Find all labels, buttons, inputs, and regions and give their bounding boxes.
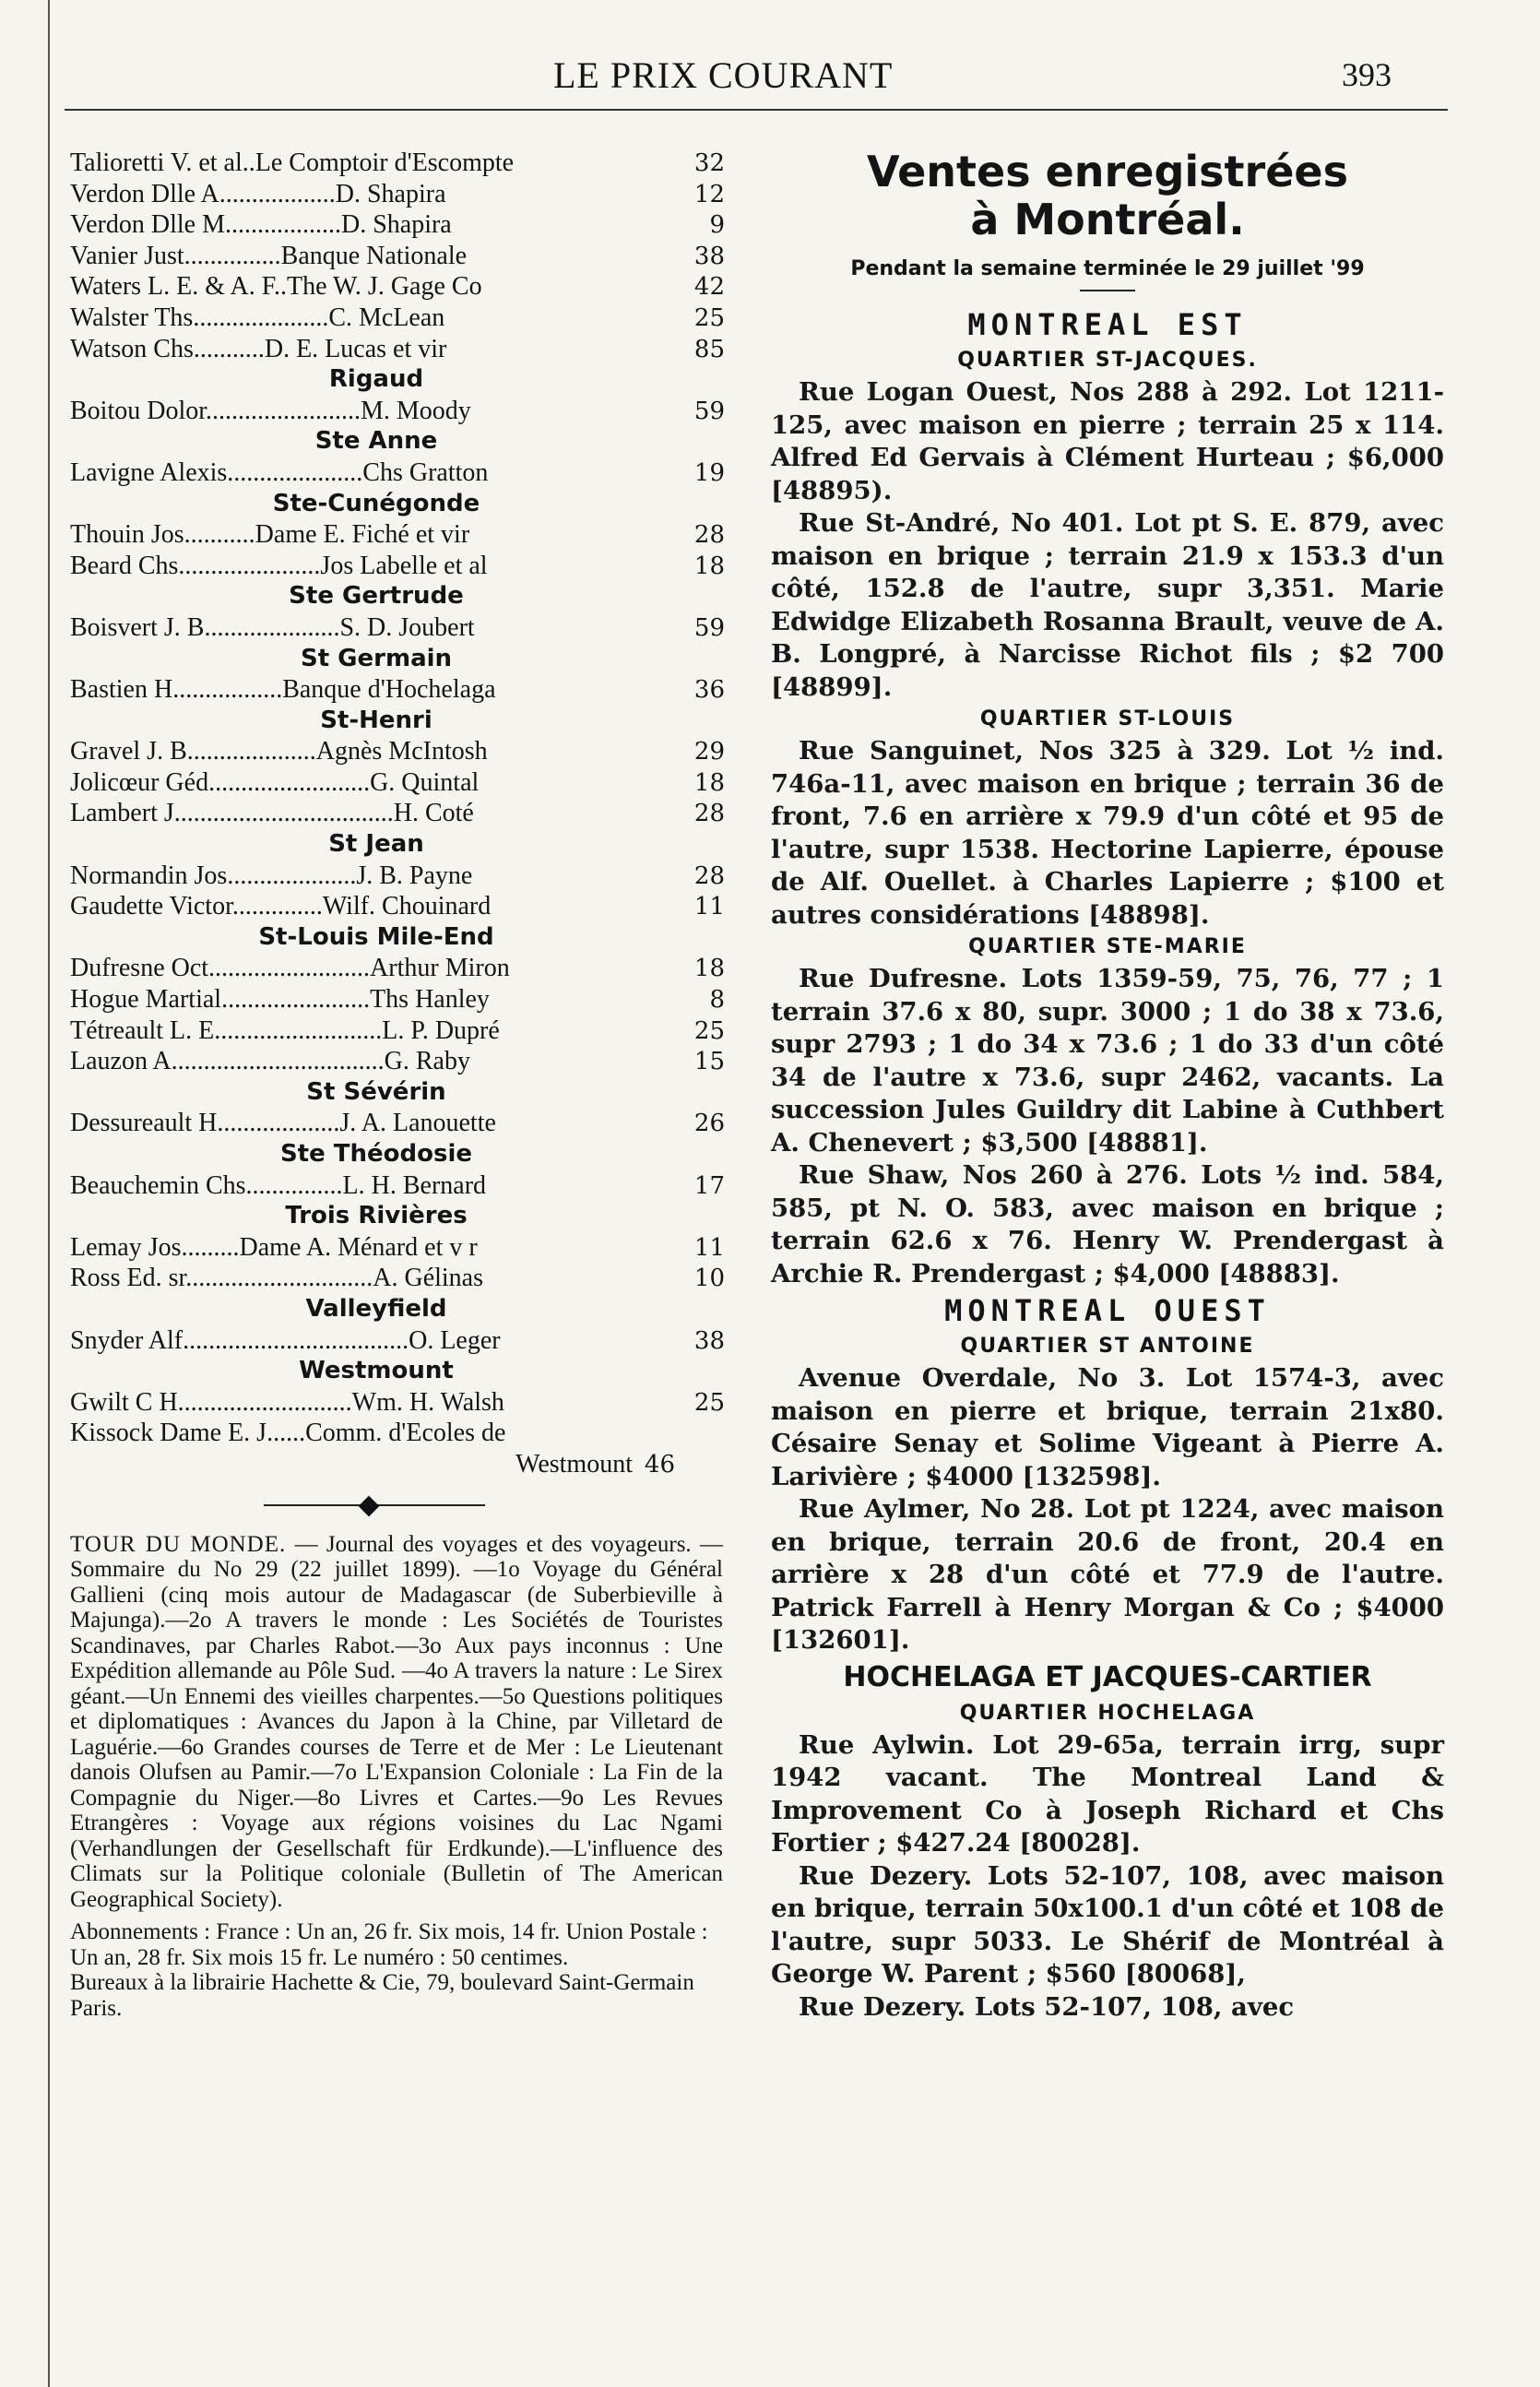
section-subtitle: Pendant la semaine terminée le 29 juillet '99 xyxy=(850,257,1365,280)
sale-entry xyxy=(70,179,725,210)
entry-number: 42 xyxy=(693,273,725,302)
locality-heading: Ste-Cunégonde xyxy=(272,489,480,517)
entry-number: 46 xyxy=(644,1450,675,1479)
sale-entry xyxy=(70,1263,725,1294)
sale-entry xyxy=(70,612,725,644)
sale-record: Rue Logan Ouest, Nos 288 à 292. Lot 1211-125, avec maison en pierre ; terrain 25 x 114. Alfred Ed Gervais à Clément Hurteau ; $6,000 [48895). xyxy=(771,377,1444,505)
quartier-heading: QUARTIER ST-JACQUES. xyxy=(957,349,1258,372)
sale-entry xyxy=(70,861,725,892)
entry-number: 18 xyxy=(693,552,725,580)
entry-text: Verdon Dlle M..................D. Shapira xyxy=(70,210,452,240)
locality-heading: St Germain xyxy=(300,644,453,672)
entry-number: 26 xyxy=(693,1110,725,1138)
locality-heading: Trois Rivières xyxy=(285,1202,468,1230)
sale-entry xyxy=(70,891,725,922)
locality-heading: St Jean xyxy=(328,830,424,859)
sale-entry xyxy=(70,1108,725,1139)
locality-heading: St-Louis Mile-End xyxy=(258,922,494,951)
sales-records xyxy=(771,304,1444,2024)
locality-heading: Ste Théodosie xyxy=(279,1140,473,1168)
section-title-line1: Ventes enregistrées xyxy=(867,147,1348,196)
quartier-heading: QUARTIER STE-MARIE xyxy=(968,935,1247,958)
sale-entry xyxy=(70,1418,725,1449)
title-rule xyxy=(1080,290,1135,291)
entry-number: 15 xyxy=(693,1048,725,1076)
entry-text: Westmount xyxy=(515,1449,633,1479)
district-heading: MONTREAL OUEST xyxy=(944,1293,1271,1328)
entry-number: 11 xyxy=(693,893,725,921)
sale-entry xyxy=(70,148,725,179)
entry-text: Dufresne Oct.........................Arthur Miron xyxy=(70,954,510,983)
locality-heading: Valleyfield xyxy=(305,1294,447,1323)
entry-text: Waters L. E. & A. F..The W. J. Gage Co xyxy=(70,272,482,302)
entry-number: 18 xyxy=(693,955,725,983)
entry-number: 8 xyxy=(709,986,725,1015)
entry-number: 28 xyxy=(693,800,725,828)
entry-text: Dessureault H...................J. A. Lanouette xyxy=(70,1109,496,1138)
entry-text: Tétreault L. E..........................L. P. Dupré xyxy=(70,1015,500,1045)
quartier-heading: QUARTIER ST ANTOINE xyxy=(960,1335,1255,1358)
ornament-divider xyxy=(70,1491,725,1519)
entry-text: Gwilt C H...........................Wm. H. Walsh xyxy=(70,1387,504,1417)
entry-number: 25 xyxy=(693,1388,725,1417)
page-number: 393 xyxy=(1342,56,1392,93)
abonnements-text: Abonnements : France : Un an, 26 fr. Six mois, 14 fr. Union Postale : Un an, 28 fr. Six mois 15 fr. Le numéro : 50 centimes. xyxy=(70,1919,708,1970)
sale-entry xyxy=(70,551,725,582)
sale-entry xyxy=(70,674,725,706)
sale-record: Rue Aylmer, No 28. Lot pt 1224, avec maison en brique, terrain 20.6 de front, 20.4 en arrière x 28 d'un côté et 77.9 de l'autre. Patrick Farrell à Henry Morgan & Co ; $4000 [132601]. xyxy=(771,1494,1444,1655)
entry-text: Normandin Jos....................J. B. Payne xyxy=(70,861,473,890)
sale-entry xyxy=(70,736,725,767)
sale-entry xyxy=(70,1325,725,1357)
entry-text: Beard Chs......................Jos Labelle et al xyxy=(70,551,488,580)
entry-text: Vanier Just...............Banque Nationale xyxy=(70,241,468,270)
entry-text: Walster Ths.....................C. McLean xyxy=(70,303,445,332)
locality-heading: Rigaud xyxy=(328,365,424,394)
sale-entry xyxy=(70,953,725,984)
entry-text: Gaudette Victor..............Wilf. Chouinard xyxy=(70,892,492,921)
entry-text: Bastien H.................Banque d'Hochelaga xyxy=(70,675,496,705)
tour-du-monde-text: — Journal des voyages et des voyageurs. — Sommaire du No 29 (22 juillet 1899). —1o Voyage du Général Gallieni (cinq mois autour de Madagascar (de Suberbieville à Majunga).—2o A travers le monde : Les Sociétés de Touristes Scandinaves, par Charles Rabot.—3o Aux pays inconnus : Une Expédition allemande au Pôle Sud. —4o A travers la nature : Le Sirex géant.—Un Ennemi des vieilles charpentes.—5o Questions politiques et diplomatiques : Avances du Japon à la Chine, par Villetard de Laguérie.—6o Grandes courses de Terre et de Mer : Le Lieutenant danois Olufsen au Pamir.—7o L'Expansion Coloniale : La Fin de la Compagnie du Niger.—8o Livres et Cartes.—9o Les Revues Etrangères : Voyage aux régions voisines du Lac Ngami (Verhandlungen der Gesellschaft für Erdkunde).—L'influence des Climats sur la Politique coloniale (Bulletin of The American Geographical Society). xyxy=(70,1531,723,1912)
entry-number: 36 xyxy=(693,676,725,705)
sale-entry xyxy=(70,334,725,365)
entry-text: Lavigne Alexis.....................Chs Gratton xyxy=(70,457,489,487)
entry-number: 29 xyxy=(693,738,725,766)
locality-heading: Ste Anne xyxy=(314,427,438,456)
sale-entry xyxy=(70,241,725,272)
entry-text: Talioretti V. et al..Le Comptoir d'Escompte xyxy=(70,148,515,177)
locality-heading: St Sévérin xyxy=(306,1077,446,1106)
entry-number: 19 xyxy=(693,458,725,487)
entry-number: 85 xyxy=(693,335,725,363)
entry-text: Ross Ed. sr.............................A. Gélinas xyxy=(70,1264,483,1293)
tour-du-monde-notice xyxy=(70,1532,723,1913)
section-title-line2: à Montréal. xyxy=(970,195,1245,244)
sale-record: Rue Dufresne. Lots 1359-59, 75, 76, 77 ; 1 terrain 37.6 x 80, supr. 3000 ; 1 do 38 x 73.6, supr 2793 ; 1 do 34 x 73.6 ; 1 do 33 d'un côté 34 de l'autre x 73.6, supr 2462, vacants. La succession Jules Guildry dit Labine à Cuthbert A. Chenevert ; $3,500 [48881]. xyxy=(771,964,1444,1158)
sale-entry xyxy=(70,1387,725,1419)
right-column xyxy=(771,148,1444,2024)
sale-record: Rue Dezery. Lots 52-107, 108, avec xyxy=(799,1991,1295,2022)
entry-text: Lemay Jos.........Dame A. Ménard et v r xyxy=(70,1232,478,1262)
entry-text: Watson Chs...........D. E. Lucas et vir xyxy=(70,334,447,363)
sale-entry xyxy=(70,519,725,551)
entry-number: 28 xyxy=(693,521,725,550)
entry-number: 59 xyxy=(693,613,725,642)
district-heading: MONTREAL EST xyxy=(967,307,1248,342)
entry-text: Snyder Alf...................................O. Leger xyxy=(70,1325,501,1355)
sale-entry xyxy=(70,1046,725,1077)
entry-text: Gravel J. B....................Agnès McIntosh xyxy=(70,737,488,766)
entry-text: Lauzon A.................................G. Raby xyxy=(70,1047,470,1076)
entry-text: Lambert J..................................H. Coté xyxy=(70,799,474,828)
sale-record: Rue St-André, No 401. Lot pt S. E. 879, avec maison en brique ; terrain 21.9 x 153.3 d'un côté, 152.8 de l'autre, supr 3,351. Marie Edwidge Elizabeth Rosanna Brault, veuve de A. B. Longpré, à Narcisse Richot fils ; $2 700 [48899]. xyxy=(771,508,1444,702)
sale-entry xyxy=(70,984,725,1015)
sale-entry xyxy=(70,303,725,334)
header-rule xyxy=(65,109,1448,111)
entry-text: Thouin Jos...........Dame E. Fiché et vir xyxy=(70,520,470,550)
entry-number: 12 xyxy=(693,180,725,208)
entry-text: Boisvert J. B.....................S. D. Joubert xyxy=(70,612,475,642)
entry-number: 38 xyxy=(693,1326,725,1355)
entry-number: 10 xyxy=(693,1265,725,1293)
sale-entry xyxy=(70,1015,725,1047)
running-title: LE PRIX COURANT xyxy=(553,54,894,96)
entry-number: 59 xyxy=(693,397,725,425)
bureaux-text: Bureaux à la librairie Hachette & Cie, 79, boulevard Saint-Germain Paris. xyxy=(70,1970,694,2021)
locality-heading: Westmount xyxy=(299,1357,454,1385)
tour-du-monde-heading: TOUR DU MONDE. xyxy=(70,1531,287,1557)
entry-text: Verdon Dlle A..................D. Shapira xyxy=(70,179,446,208)
entry-text: Hogue Martial.......................Ths Hanley xyxy=(70,985,490,1015)
sale-entry xyxy=(70,1232,725,1264)
entry-number: 38 xyxy=(693,242,725,270)
quartier-heading: QUARTIER ST-LOUIS xyxy=(979,707,1236,730)
sales-list xyxy=(70,148,725,1480)
entry-text: Jolicœur Géd.........................G. Quintal xyxy=(70,767,480,797)
sale-entry xyxy=(70,767,725,799)
sale-entry xyxy=(70,271,725,303)
entry-text: Boitou Dolor........................M. Moody xyxy=(70,396,471,425)
sale-record: Rue Shaw, Nos 260 à 276. Lots ½ ind. 584, 585, pt N. O. 583, avec maison en brique ; terrain 62.6 x 76. Henry W. Prendergast à Archie R. Prendergast ; $4,000 [48883]. xyxy=(771,1160,1444,1289)
entry-number: 9 xyxy=(709,211,725,240)
sale-record: Rue Aylwin. Lot 29-65a, terrain irrg, supr 1942 vacant. The Montreal Land & Improvement Co à Joseph Richard et Chs Fortier ; $427.24 [80028]. xyxy=(771,1729,1444,1858)
sale-entry xyxy=(70,457,725,489)
subscription-info xyxy=(70,1919,723,2021)
entry-text: Beauchemin Chs...............L. H. Bernard xyxy=(70,1170,487,1200)
entry-number: 25 xyxy=(693,303,725,332)
district-heading: HOCHELAGA ET JACQUES-CARTIER xyxy=(843,1660,1372,1693)
quartier-heading: QUARTIER HOCHELAGA xyxy=(959,1701,1256,1725)
sale-entry xyxy=(70,396,725,427)
entry-number: 11 xyxy=(693,1233,725,1262)
locality-heading: St-Henri xyxy=(320,706,432,734)
sale-record: Rue Sanguinet, Nos 325 à 329. Lot ½ ind. 746a-11, avec maison en brique ; terrain 36 de front, 7.6 en arrière x 79.9 d'un côté et 95 de l'autre, supr 1538. Hectorine Lapierre, épouse de Alf. Ouellet. à Charles Lapierre ; $100 et autres considérations [48898]. xyxy=(771,736,1444,930)
page-edge-rule xyxy=(48,0,50,2387)
sale-entry xyxy=(70,209,725,241)
entry-number: 28 xyxy=(693,861,725,890)
entry-number: 18 xyxy=(693,768,725,797)
entry-text: Kissock Dame E. J......Comm. d'Ecoles de xyxy=(70,1419,506,1448)
left-column xyxy=(70,148,725,2021)
sale-entry xyxy=(70,1170,725,1202)
sale-record: Avenue Overdale, No 3. Lot 1574-3, avec maison en pierre et brique, terrain 21x80. Césaire Senay et Solime Vigeant à Pierre A. Larivière ; $4000 [132598]. xyxy=(771,1363,1444,1491)
sale-entry xyxy=(70,798,725,829)
sale-record: Rue Dezery. Lots 52-107, 108, avec maison en brique, terrain 50x100.1 d'un côté et 108 de l'autre, supr 5033. Le Shérif de Montréal à George W. Parent ; $560 [80068], xyxy=(771,1860,1444,1989)
locality-heading: Ste Gertrude xyxy=(289,582,464,611)
entry-number: 17 xyxy=(693,1171,725,1200)
entry-number: 32 xyxy=(693,149,725,177)
entry-number: 25 xyxy=(693,1016,725,1045)
sale-entry-continuation xyxy=(70,1449,725,1480)
